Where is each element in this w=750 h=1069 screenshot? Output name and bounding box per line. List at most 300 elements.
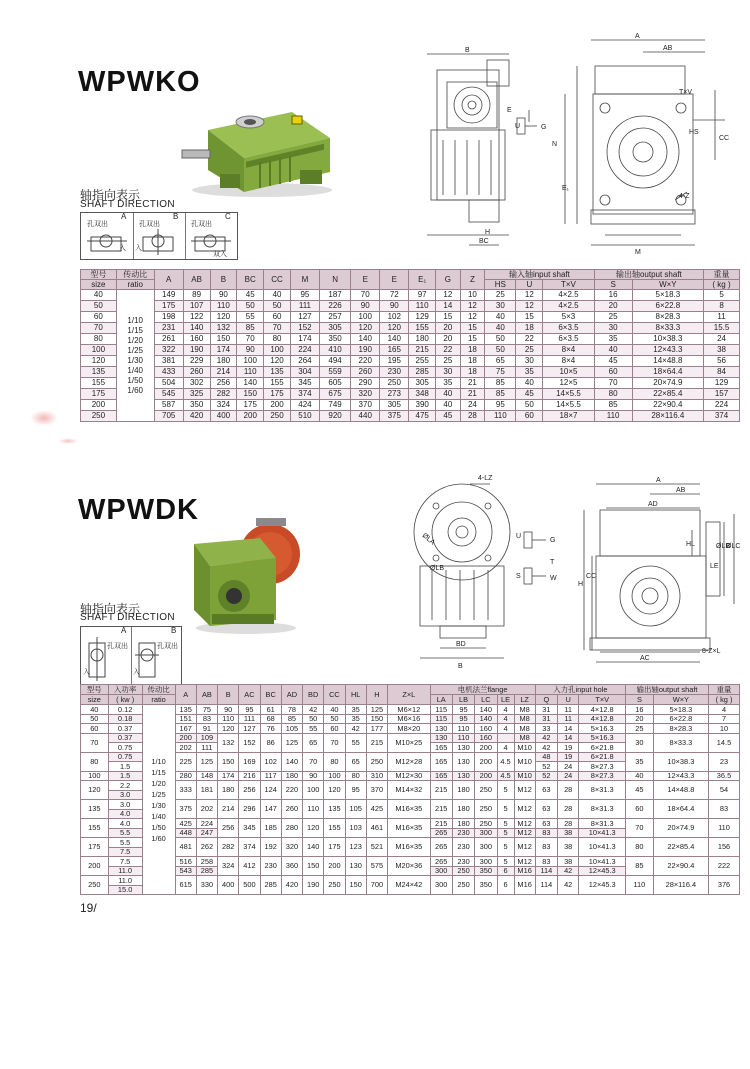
- table-cell: 14×48.8: [653, 781, 708, 800]
- table-cell: M16×35: [388, 819, 431, 838]
- table-cell: 250: [475, 819, 497, 829]
- size-cell: 135: [81, 367, 117, 378]
- svg-text:G: G: [541, 124, 547, 131]
- table-cell: 70: [237, 334, 264, 345]
- table-cell: 250: [366, 752, 387, 771]
- table-row: [81, 838, 740, 848]
- table-cell: 15.5: [704, 323, 740, 334]
- table-cell: 18: [460, 356, 485, 367]
- table-cell: 5: [497, 781, 514, 800]
- table-cell: 24: [460, 400, 485, 411]
- table-cell: 123: [345, 838, 366, 857]
- shaft-direction-title-cn: 轴指向表示: [80, 188, 141, 202]
- table-cell: 215: [430, 800, 452, 819]
- table-cell: 545: [154, 389, 183, 400]
- table-cell: 40: [485, 312, 516, 323]
- table-cell: 89: [183, 290, 210, 301]
- table-cell: 433: [154, 367, 183, 378]
- table-cell: 8×31.3: [579, 819, 626, 829]
- table-cell: 28: [558, 781, 579, 800]
- table-row: [81, 290, 740, 301]
- table-cell: 110: [709, 819, 740, 838]
- table-row: [81, 345, 740, 356]
- svg-text:W: W: [550, 575, 557, 582]
- table-cell: 300: [475, 838, 497, 857]
- table-cell: 35: [345, 705, 366, 715]
- table-row: [81, 334, 740, 345]
- table-cell: 155: [264, 378, 291, 389]
- table-cell: M16: [514, 866, 535, 876]
- size-cell: 80: [81, 334, 117, 345]
- table-cell: 14: [558, 724, 579, 734]
- table-cell: 129: [704, 378, 740, 389]
- table-cell: 250: [264, 411, 291, 422]
- table-cell: 256: [218, 819, 239, 838]
- table-cell: 140: [380, 334, 409, 345]
- table-cell: 38: [558, 838, 579, 857]
- svg-text:HL: HL: [686, 541, 695, 548]
- table-cell: 100: [237, 356, 264, 367]
- svg-text:8-Z×L: 8-Z×L: [702, 648, 721, 655]
- table-cell: 700: [366, 876, 387, 895]
- table-cell: M10: [514, 771, 535, 781]
- table-cell: 285: [260, 876, 281, 895]
- table-cell: 12×5: [543, 378, 594, 389]
- table-cell: M20×36: [388, 857, 431, 876]
- table-cell: 320: [351, 389, 380, 400]
- direction-cell-b: B 孔双出 入: [133, 213, 186, 259]
- table-cell: 110: [409, 301, 436, 312]
- table-cell: 198: [154, 312, 183, 323]
- table-cell: 110: [303, 800, 324, 819]
- svg-text:BC: BC: [479, 238, 489, 245]
- table-cell: 42: [535, 733, 557, 743]
- table-cell: 110: [452, 733, 474, 743]
- table-cell: 500: [239, 876, 260, 895]
- size-cell: 40: [81, 705, 109, 715]
- table-cell: 42: [558, 866, 579, 876]
- table-cell: 675: [319, 389, 350, 400]
- table-cell: 190: [183, 345, 210, 356]
- size-cell: 175: [81, 838, 109, 857]
- paper-stain: [30, 410, 58, 426]
- table-row: [81, 389, 740, 400]
- table-cell: 18: [516, 323, 543, 334]
- table-cell: 63: [535, 800, 557, 819]
- table-cell: 225: [175, 752, 196, 771]
- table-cell: M16×35: [388, 800, 431, 819]
- table-cell: 95: [239, 705, 260, 715]
- power-cell: 2.2: [108, 781, 142, 791]
- table-cell: 50: [516, 400, 543, 411]
- size-cell: 70: [81, 323, 117, 334]
- svg-text:M: M: [635, 249, 641, 255]
- svg-text:AB: AB: [663, 45, 673, 52]
- table-cell: 65: [485, 356, 516, 367]
- ratio-value: 1/15: [151, 767, 166, 777]
- table-cell: 200: [175, 733, 196, 743]
- table-cell: 375: [380, 411, 409, 422]
- table-cell: 110: [210, 301, 237, 312]
- table-cell: 19: [558, 743, 579, 753]
- table-cell: 97: [409, 290, 436, 301]
- table-cell: 322: [154, 345, 183, 356]
- power-cell: 15.0: [108, 885, 142, 895]
- table-cell: 72: [380, 290, 409, 301]
- table-cell: 20: [436, 323, 461, 334]
- table-cell: 475: [409, 411, 436, 422]
- table-cell: 280: [175, 771, 196, 781]
- svg-text:ØLB: ØLB: [716, 543, 731, 550]
- table-cell: 350: [183, 400, 210, 411]
- table-cell: 4: [497, 743, 514, 753]
- table-cell: 40: [485, 323, 516, 334]
- direction-cell-a: A 孔双出 入: [81, 213, 134, 259]
- table-cell: 120: [303, 819, 324, 838]
- table-cell: 65: [303, 733, 324, 752]
- size-cell: 135: [81, 800, 109, 819]
- table-cell: 125: [281, 733, 302, 752]
- direction-cell-b: B 孔双出 入: [133, 626, 178, 676]
- table-cell: 151: [175, 714, 196, 724]
- table-cell: 42: [558, 876, 579, 895]
- table-cell: 60: [324, 724, 345, 734]
- table-cell: 265: [430, 828, 452, 838]
- table-cell: 90: [380, 301, 409, 312]
- table-cell: 55: [237, 312, 264, 323]
- power-cell: 3.0: [108, 790, 142, 800]
- table-cell: 12: [460, 312, 485, 323]
- table-cell: 35: [516, 367, 543, 378]
- table-cell: 83: [709, 800, 740, 819]
- table-row: [81, 705, 740, 715]
- table-cell: 215: [430, 819, 452, 829]
- table-cell: 85: [594, 400, 632, 411]
- table-cell: 10×5: [543, 367, 594, 378]
- table-cell: 374: [239, 838, 260, 857]
- table-cell: M8: [514, 724, 535, 734]
- table-cell: 15: [516, 312, 543, 323]
- table-cell: 424: [290, 400, 319, 411]
- table-cell: 250: [475, 800, 497, 819]
- table-cell: 216: [239, 771, 260, 781]
- table-cell: 120: [380, 323, 409, 334]
- table-cell: 4: [709, 705, 740, 715]
- table-cell: 260: [183, 367, 210, 378]
- table-cell: 220: [281, 781, 302, 800]
- table-cell: 255: [409, 356, 436, 367]
- table-cell: 12×43.3: [632, 345, 703, 356]
- table-cell: 22×90.4: [653, 857, 708, 876]
- table-cell: 10×38.3: [632, 334, 703, 345]
- table-cell: 230: [452, 828, 474, 838]
- table-cell: 50: [485, 334, 516, 345]
- table-cell: 78: [281, 705, 302, 715]
- table-cell: 214: [218, 800, 239, 819]
- size-cell: 250: [81, 411, 117, 422]
- table-cell: 83: [535, 828, 557, 838]
- table-cell: 22×85.4: [632, 389, 703, 400]
- power-cell: 4.0: [108, 819, 142, 829]
- table-cell: 18: [460, 345, 485, 356]
- table-cell: 425: [366, 800, 387, 819]
- size-cell: 175: [81, 389, 117, 400]
- table-cell: 180: [409, 334, 436, 345]
- table-row: [81, 411, 740, 422]
- table-cell: 12: [460, 301, 485, 312]
- table-cell: 24: [704, 334, 740, 345]
- table-cell: 38: [558, 828, 579, 838]
- table-cell: 22×90.4: [632, 400, 703, 411]
- table-cell: 4: [497, 714, 514, 724]
- table-cell: 18×64.4: [653, 800, 708, 819]
- table-cell: 305: [409, 378, 436, 389]
- table-cell: 20×74.9: [653, 819, 708, 838]
- table-row: [81, 400, 740, 411]
- table-cell: 25: [516, 345, 543, 356]
- table-cell: 45: [436, 411, 461, 422]
- table-cell: 25: [436, 356, 461, 367]
- table-cell: 156: [709, 838, 740, 857]
- table-cell: 84: [704, 367, 740, 378]
- table-cell: 165: [430, 743, 452, 753]
- table-cell: 55: [345, 733, 366, 752]
- power-cell: 0.18: [108, 714, 142, 724]
- table-cell: 45: [626, 781, 654, 800]
- table-cell: 324: [218, 857, 239, 876]
- table-cell: 33: [535, 724, 557, 734]
- table-row: [81, 819, 740, 829]
- table-cell: M12: [514, 819, 535, 829]
- table-cell: 70: [594, 378, 632, 389]
- table-cell: 333: [175, 781, 196, 800]
- table-cell: 290: [351, 378, 380, 389]
- table-cell: M16×35: [388, 838, 431, 857]
- table-cell: 40: [594, 345, 632, 356]
- table-cell: 510: [290, 411, 319, 422]
- table-cell: M8×20: [388, 724, 431, 734]
- table-cell: 5: [497, 828, 514, 838]
- table-cell: 6×22.8: [653, 714, 708, 724]
- table-cell: 40: [516, 378, 543, 389]
- table-cell: 140: [475, 714, 497, 724]
- table-cell: 250: [475, 781, 497, 800]
- table-cell: 25: [626, 724, 654, 734]
- table-cell: 150: [210, 334, 237, 345]
- table-cell: 149: [154, 290, 183, 301]
- table-cell: 115: [430, 705, 452, 715]
- table-cell: 5×18.3: [632, 290, 703, 301]
- table-cell: 7: [709, 714, 740, 724]
- table-cell: 60: [516, 411, 543, 422]
- svg-text:A: A: [635, 33, 640, 40]
- size-cell: 200: [81, 857, 109, 876]
- table-cell: 615: [175, 876, 196, 895]
- table-cell: 16: [594, 290, 632, 301]
- table-cell: 22×85.4: [653, 838, 708, 857]
- table-cell: 165: [380, 345, 409, 356]
- table-cell: 86: [260, 733, 281, 752]
- table-cell: 63: [535, 781, 557, 800]
- table-cell: 30: [594, 323, 632, 334]
- table-cell: 150: [366, 714, 387, 724]
- table-cell: 420: [183, 411, 210, 422]
- table-cell: M12: [514, 781, 535, 800]
- svg-text:ØLB: ØLB: [430, 565, 445, 572]
- size-cell: 60: [81, 312, 117, 323]
- power-cell: 0.75: [108, 752, 142, 762]
- table-cell: 50: [237, 301, 264, 312]
- table-cell: 19: [558, 752, 579, 762]
- table-cell: 38: [704, 345, 740, 356]
- table-cell: 8: [704, 301, 740, 312]
- table-cell: 25: [594, 312, 632, 323]
- table-cell: 265: [430, 838, 452, 857]
- table-cell: M12×28: [388, 752, 431, 771]
- table-cell: 155: [409, 323, 436, 334]
- table-cell: 10: [709, 724, 740, 734]
- table-cell: 400: [210, 411, 237, 422]
- table-cell: 247: [196, 828, 217, 838]
- table-cell: 12×45.3: [579, 876, 626, 895]
- table-cell: 56: [704, 356, 740, 367]
- table-cell: 8×4: [543, 356, 594, 367]
- table-cell: 21: [460, 378, 485, 389]
- table-cell: 90: [210, 290, 237, 301]
- table-cell: 83: [535, 838, 557, 857]
- power-cell: 7.5: [108, 857, 142, 867]
- table-cell: 75: [196, 705, 217, 715]
- table-cell: 14: [558, 733, 579, 743]
- svg-text:BD: BD: [456, 641, 466, 648]
- size-cell: 70: [81, 733, 109, 752]
- table-cell: 35: [594, 334, 632, 345]
- table-cell: 180: [210, 356, 237, 367]
- table-row: [81, 876, 740, 886]
- table-cell: 40: [324, 705, 345, 715]
- table-cell: M12: [514, 838, 535, 857]
- svg-text:S: S: [516, 573, 521, 580]
- table-cell: 23: [709, 752, 740, 771]
- table-cell: 8×31.3: [579, 800, 626, 819]
- table-cell: 200: [324, 857, 345, 876]
- table-cell: 122: [183, 312, 210, 323]
- table-cell: 40: [626, 771, 654, 781]
- table-cell: 125: [196, 752, 217, 771]
- table-cell: 65: [345, 752, 366, 771]
- table-cell: 135: [175, 705, 196, 715]
- table-cell: 110: [237, 367, 264, 378]
- svg-text:G: G: [550, 537, 556, 544]
- table-cell: 605: [319, 378, 350, 389]
- table-cell: 107: [183, 301, 210, 312]
- table-cell: 55: [303, 724, 324, 734]
- table-cell: 110: [626, 876, 654, 895]
- ratio-value: 1/60: [151, 833, 166, 843]
- ratio-value: 1/50: [151, 822, 166, 832]
- table-cell: 50: [264, 301, 291, 312]
- table-cell: 111: [290, 301, 319, 312]
- table-cell: 305: [380, 400, 409, 411]
- table-cell: 265: [430, 857, 452, 867]
- table-cell: 8×27.3: [579, 771, 626, 781]
- power-cell: 1.5: [108, 771, 142, 781]
- table-cell: 90: [237, 345, 264, 356]
- table-cell: 120: [351, 323, 380, 334]
- table-cell: 350: [475, 876, 497, 895]
- table-cell: 120: [210, 312, 237, 323]
- table-cell: M14×32: [388, 781, 431, 800]
- table-cell: 42: [303, 705, 324, 715]
- size-cell: 80: [81, 752, 109, 771]
- table-cell: 8×28.3: [653, 724, 708, 734]
- table-cell: 559: [319, 367, 350, 378]
- svg-text:T×V: T×V: [679, 89, 693, 96]
- table-cell: 10×41.3: [579, 838, 626, 857]
- shaft-direction-title-cn: 轴指向表示: [80, 602, 141, 616]
- table-cell: 90: [218, 705, 239, 715]
- table-cell: 24: [558, 771, 579, 781]
- table-cell: 224: [196, 819, 217, 829]
- table-cell: 8×33.3: [632, 323, 703, 334]
- table-cell: 175: [237, 400, 264, 411]
- table-cell: 273: [380, 389, 409, 400]
- table-cell: 8×33.3: [653, 733, 708, 752]
- table-cell: 200: [475, 752, 497, 771]
- table-cell: 262: [196, 838, 217, 857]
- power-cell: 4.0: [108, 809, 142, 819]
- table-cell: 370: [351, 400, 380, 411]
- svg-text:E: E: [507, 107, 512, 114]
- table-cell: 425: [175, 819, 196, 829]
- table-cell: [497, 733, 514, 743]
- power-cell: 0.12: [108, 705, 142, 715]
- ratio-value: 1/50: [127, 375, 143, 385]
- table-cell: 10×38.3: [653, 752, 708, 771]
- table-cell: 14: [436, 301, 461, 312]
- svg-text:AC: AC: [640, 655, 650, 662]
- table-cell: 85: [485, 389, 516, 400]
- table-cell: 300: [475, 857, 497, 867]
- svg-text:LE: LE: [710, 563, 719, 570]
- table-cell: 448: [175, 828, 196, 838]
- table-cell: 320: [281, 838, 302, 857]
- table-cell: 920: [319, 411, 350, 422]
- table-cell: 4×12.8: [579, 714, 626, 724]
- svg-text:HS: HS: [689, 129, 699, 136]
- paper-stain: [58, 438, 78, 444]
- ratio-value: 1/20: [151, 778, 166, 788]
- table-cell: 5×16.3: [579, 733, 626, 743]
- svg-text:CC: CC: [719, 135, 730, 142]
- table-cell: 10×41.3: [579, 857, 626, 867]
- ratio-value: 1/10: [151, 756, 166, 766]
- svg-text:ØLA: ØLA: [420, 532, 436, 547]
- ratio-value: 1/20: [127, 335, 143, 345]
- size-cell: 100: [81, 345, 117, 356]
- table-cell: 150: [303, 857, 324, 876]
- shaft-direction-diagram: [80, 626, 182, 686]
- table-cell: 130: [430, 724, 452, 734]
- table-cell: 250: [452, 866, 474, 876]
- table-cell: 215: [366, 733, 387, 752]
- table-cell: 95: [485, 400, 516, 411]
- table-cell: 160: [475, 724, 497, 734]
- table-cell: 140: [183, 323, 210, 334]
- svg-text:ØLC: ØLC: [726, 543, 740, 550]
- table-cell: 31: [535, 705, 557, 715]
- shaft-direction-title-en: SHAFT DIRECTION: [80, 612, 175, 623]
